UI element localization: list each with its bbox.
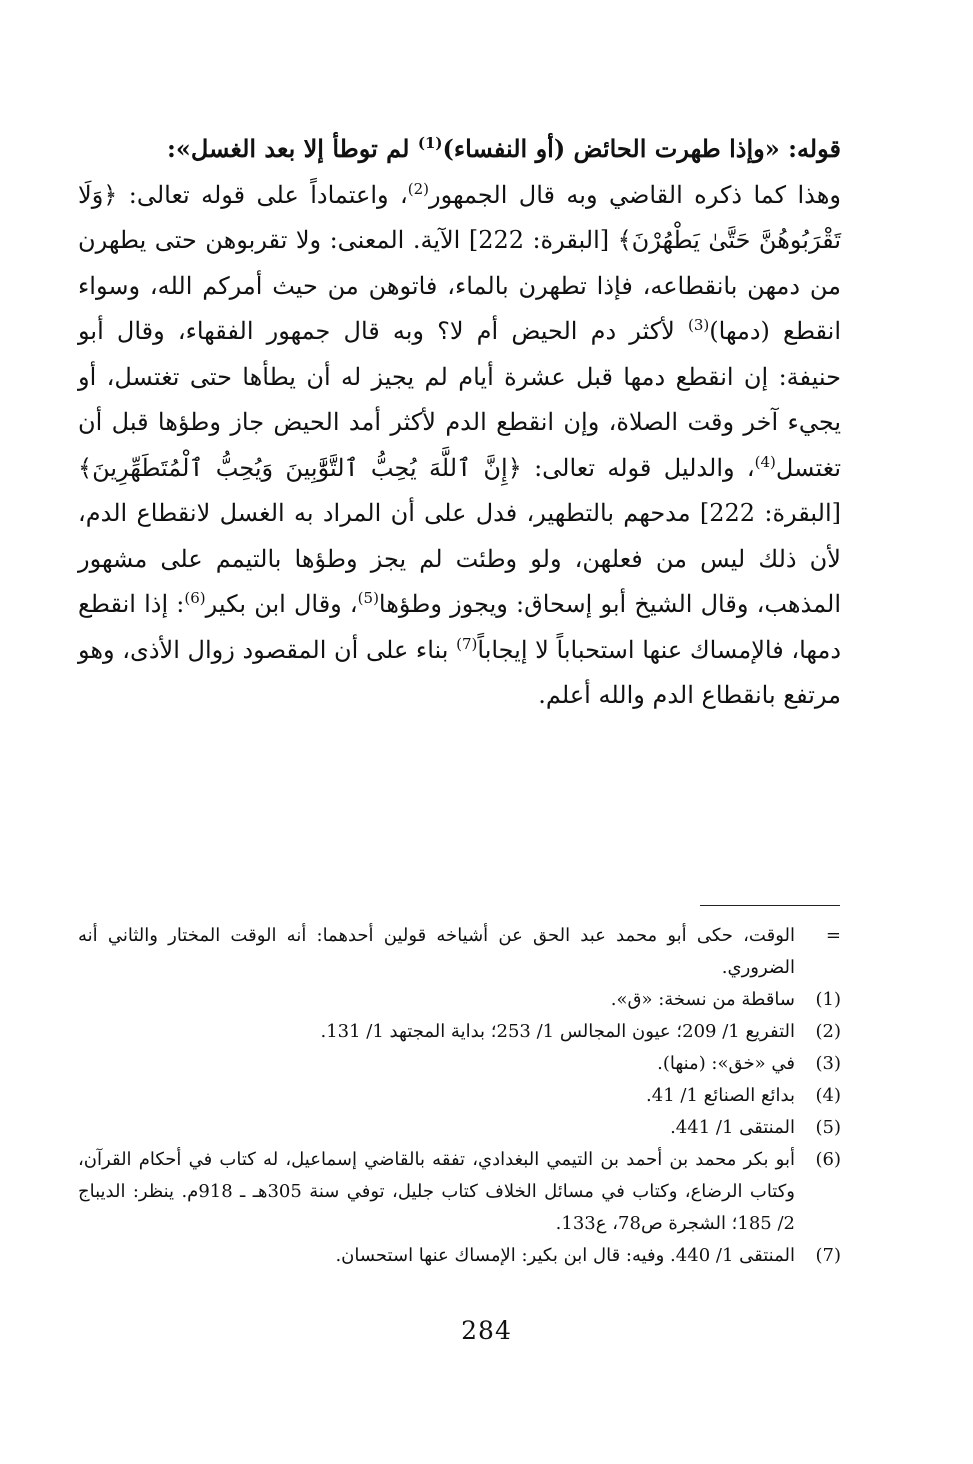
- footnote: [78, 1112, 841, 1144]
- footnote: [78, 1016, 841, 1048]
- footnote: [78, 1240, 841, 1272]
- footnote-text: المنتقى 1/ 441.: [670, 1117, 795, 1138]
- footnote-ref-2: (2): [407, 179, 429, 198]
- footnote-ref-4: (4): [754, 452, 776, 471]
- footnote-ref-3: (3): [688, 316, 710, 334]
- paragraph-segment: ، والدليل قوله تعالى:: [521, 453, 755, 482]
- paragraph-segment: ، واعتماداً على قوله تعالى:: [117, 180, 408, 209]
- footnote-ref-6: (6): [184, 589, 206, 607]
- heading-tail: لم توطأ إلا بعد الغسل»:: [167, 134, 418, 163]
- footnote-ref-7: (7): [456, 634, 478, 653]
- footnote-number: =: [825, 925, 841, 946]
- footnote-number: (1): [815, 989, 841, 1010]
- footnote-number: (7): [815, 1245, 841, 1266]
- footnote-number: (5): [815, 1117, 841, 1138]
- footnote-text: أبو بكر محمد بن أحمد بن التيمي البغدادي، تفقه بالقاضي إسماعيل، له كتاب في أحكام القرآن، وكتاب الرضاع، وكتاب في مسائل الخلاف كتاب جليل، توفي سنة 305هـ ـ 918م. ينظر: الديباج 2/ 185؛ الشجرة ص78، ع133.: [78, 1149, 795, 1234]
- heading-text: قوله: «وإذا طهرت الحائض (أو النفساء): [442, 134, 841, 163]
- paragraph-segment: لأكثر دم الحيض أم لا؟ وبه قال جمهور الفقهاء، وقال أبو حنيفة: إن انقطع دمها قبل عشرة أيام لم يجيز له أن يطأها حتى تغتسل، أو يجيء آخر وقت الصلاة، وإن انقطع الدم لأكثر أمد الحيض جاز وطؤها قبل أن تغتسل: [78, 317, 842, 482]
- footnote-number: (4): [815, 1085, 841, 1106]
- paragraph-segment: [البقرة: 222] مدحهم بالتطهير، فدل على أن المراد به الغسل لانقطاع الدم، لأن ذلك ليس من فعلهن، ولو وطئت لم يجز وطؤها بالتيمم على مشهور المذهب، وقال الشيخ أبو إسحاق: ويجوز وطؤها: [78, 499, 841, 618]
- quran-verse: ﴿إِنَّ ٱللَّهَ يُحِبُّ ٱلتَّوَّٰبِينَ وَيُحِبُّ ٱلْمُتَطَهِّرِينَ﴾: [78, 453, 522, 482]
- paragraph-segment: : إذا انقطع دمها، فالإمساك عنها استحباباً لا إيجاباً: [78, 590, 841, 664]
- footnote: [78, 1080, 841, 1112]
- footnote-text: بدائع الصنائع 1/ 41.: [646, 1085, 795, 1106]
- footnote-text: المنتقى 1/ 440. وفيه: قال ابن بكير: الإمساك عنها استحسان.: [335, 1245, 795, 1266]
- footnotes: [78, 920, 841, 1272]
- footnote-text: في «خق»: (منها).: [657, 1053, 795, 1074]
- page-number: 284: [461, 1316, 512, 1345]
- footnote: [78, 1144, 841, 1240]
- footnote: [78, 1048, 841, 1080]
- paragraph-segment: وهذا كما ذكره القاضي وبه قال الجمهور: [429, 180, 842, 209]
- footnote-text: الوقت، حكى أبو محمد عبد الحق عن أشياخه قولين أحدهما: أنه الوقت المختار والثاني أنه الضروري.: [78, 925, 795, 978]
- footnote-number: (3): [815, 1053, 841, 1074]
- footnote: [78, 984, 841, 1016]
- footnote-divider: [700, 905, 840, 906]
- footnote-text: ساقطة من نسخة: «ق».: [610, 989, 795, 1010]
- quran-verse: ﴿وَلَا تَقْرَبُوهُنَّ حَتَّىٰ يَطْهُرْنَ﴾: [78, 180, 842, 254]
- main-text: [78, 126, 841, 719]
- footnote-ref-1: (1): [417, 134, 443, 152]
- paragraph-segment: بناء على أن المقصود زوال الأذى، وهو مرتفع بانقطاع الدم والله أعلم.: [78, 635, 841, 709]
- paragraph-segment: [البقرة: 222] الآية. المعنى: ولا تقربوهن حتى يطهرن من دمهن بانقطاعه، فإذا تطهرن بالماء، فاتوهن من حيث أمركم الله، وسواء انقطع (دمها): [78, 226, 841, 345]
- footnote-number: (2): [815, 1021, 841, 1042]
- footnote-number: (6): [815, 1149, 841, 1170]
- main-paragraph: [78, 126, 841, 719]
- footnote-text: التفريع 1/ 209؛ عيون المجالس 1/ 253؛ بداية المجتهد 1/ 131.: [320, 1021, 795, 1042]
- footnote: [78, 920, 841, 984]
- section-heading: [167, 134, 841, 163]
- paragraph-segment: ، وقال ابن بكير: [205, 590, 358, 618]
- footnote-ref-5: (5): [357, 589, 379, 607]
